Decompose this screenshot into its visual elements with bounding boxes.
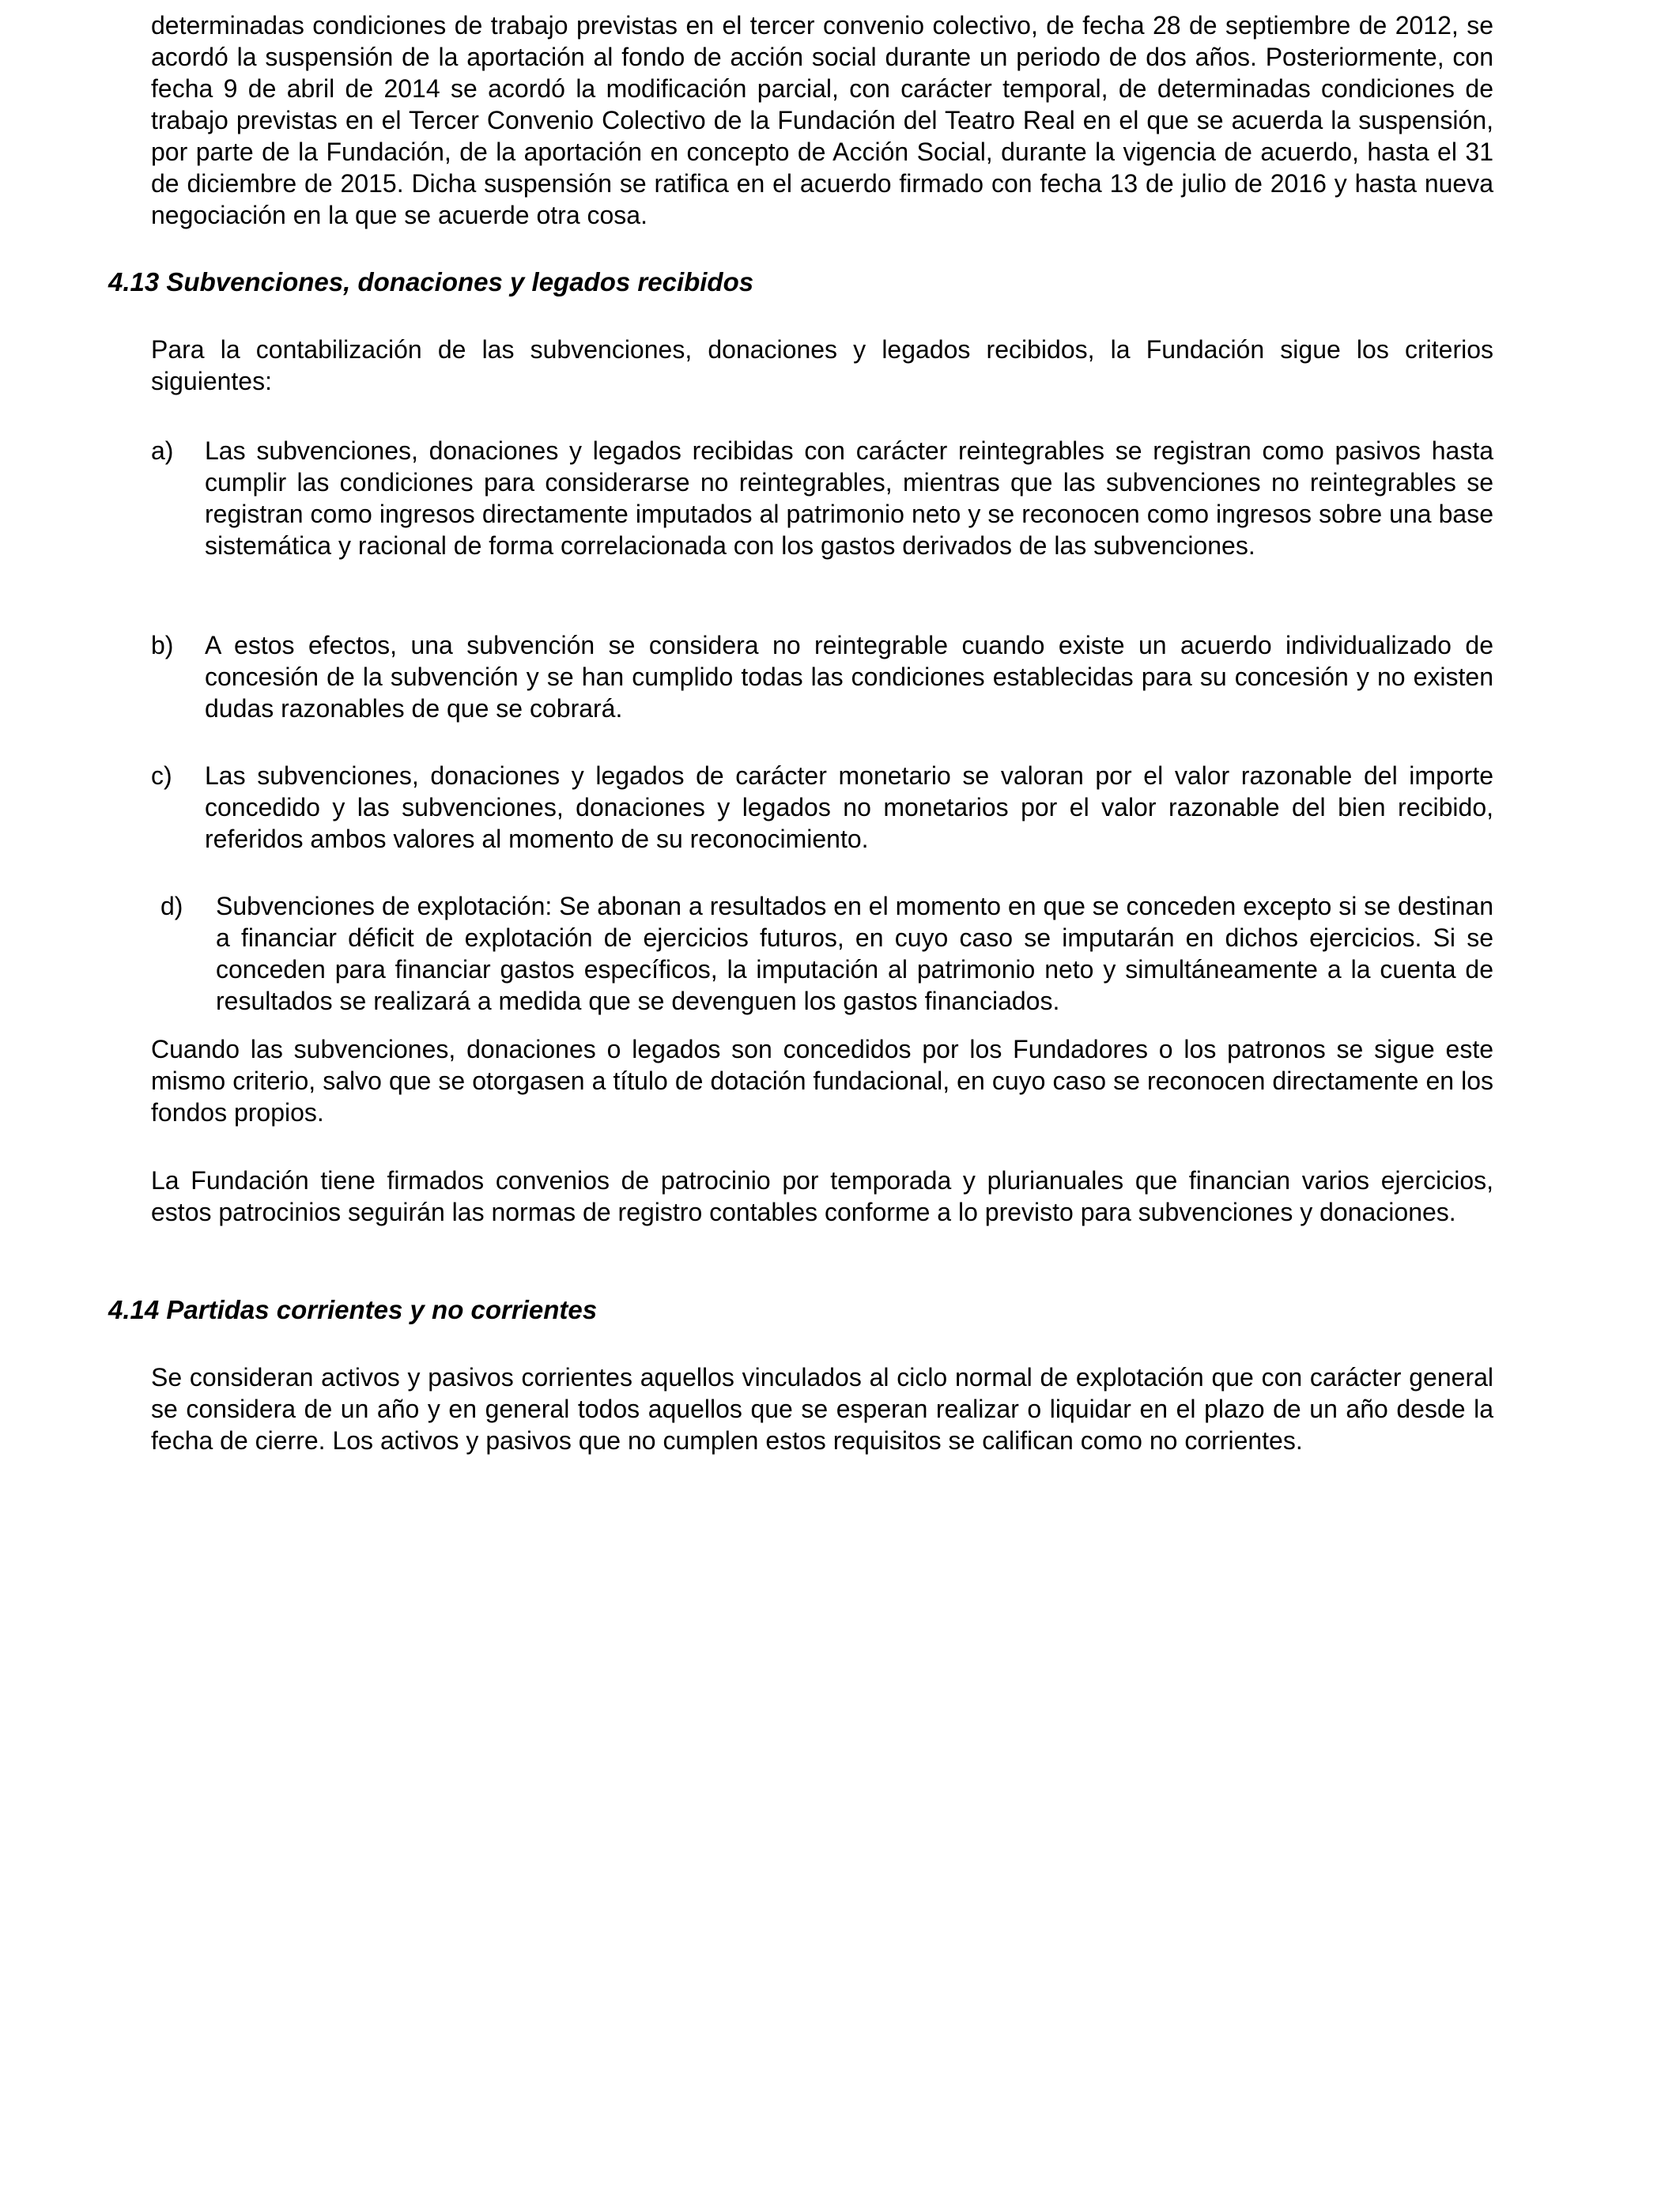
- list-text-d: Subvenciones de explotación: Se abonan a resultados en el momento en que se conceden excepto si se destinan a financiar déficit de explotación de ejercicios futuros, en cuyo caso se imputarán en dichos ejercicios. Si se conceden para financiar gastos específicos, la imputación al patrimonio neto y simultáneamente a la cuenta de resultados se realizará a medida que se devenguen los gastos financiados.: [216, 892, 1493, 1015]
- section-4-14-paragraph: Se consideran activos y pasivos corrientes aquellos vinculados al ciclo normal de explotación que con carácter general se considera de un año y en general todos aquellos que se esperan realizar o liquidar en el plazo de un año desde la fecha de cierre. Los activos y pasivos que no cumplen estos requisitos se califican como no corrientes.: [151, 1363, 1493, 1455]
- list-marker-d: d): [160, 892, 183, 920]
- paragraph-fundadores: Cuando las subvenciones, donaciones o legados son concedidos por los Fundadores o los patronos se sigue este mismo criterio, salvo que se otorgasen a título de dotación fundacional, en cuyo caso se reconocen directamente en los fondos propios.: [151, 1035, 1493, 1127]
- list-marker-a: a): [151, 436, 174, 465]
- list-item-c: [151, 760, 1493, 855]
- list-text-a: Las subvenciones, donaciones y legados recibidas con carácter reintegrables se registran como pasivos hasta cumplir las condiciones para considerarse no reintegrables, mientras que las subvenciones no reintegrables se registran como ingresos directamente imputados al patrimonio neto y se reconocen como ingresos sobre una base sistemática y racional de forma correlacionada con los gastos derivados de las subvenciones.: [205, 436, 1493, 560]
- list-text-c: Las subvenciones, donaciones y legados de carácter monetario se valoran por el valor razonable del importe concedido y las subvenciones, donaciones y legados no monetarios por el valor razonable del bien recibido, referidos ambos valores al momento de su reconocimiento.: [205, 761, 1493, 853]
- section-heading-4-13: 4.13 Subvenciones, donaciones y legados recibidos: [108, 267, 754, 296]
- intro-paragraph: determinadas condiciones de trabajo previstas en el tercer convenio colectivo, de fecha 28 de septiembre de 2012, se acordó la suspensión de la aportación al fondo de acción social durante un periodo de dos años. Posteriormente, con fecha 9 de abril de 2014 se acordó la modificación parcial, con carácter temporal, de determinadas condiciones de trabajo previstas en el Tercer Convenio Colectivo de la Fundación del Teatro Real en el que se acuerda la suspensión, por parte de la Fundación, de la aportación en concepto de Acción Social, durante la vigencia de acuerdo, hasta el 31 de diciembre de 2015. Dicha suspensión se ratifica en el acuerdo firmado con fecha 13 de julio de 2016 y hasta nueva negociación en la que se acuerde otra cosa.: [151, 11, 1493, 229]
- list-marker-b: b): [151, 631, 174, 659]
- list-text-b: A estos efectos, una subvención se considera no reintegrable cuando existe un acuerdo individualizado de concesión de la subvención y se han cumplido todas las condiciones establecidas para su concesión y no existen dudas razonables de que se cobrará.: [205, 631, 1493, 723]
- section-heading-4-14: 4.14 Partidas corrientes y no corrientes: [108, 1295, 598, 1324]
- list-item-d: [151, 890, 1493, 1017]
- list-item-b: [151, 629, 1493, 724]
- list-item-a: [151, 435, 1493, 593]
- paragraph-patrocinio: La Fundación tiene firmados convenios de patrocinio por temporada y plurianuales que financian varios ejercicios, estos patrocinios seguirán las normas de registro contables conforme a lo previsto para subvenciones y donaciones.: [151, 1166, 1493, 1226]
- list-marker-c: c): [151, 761, 172, 790]
- section-4-13-intro: Para la contabilización de las subvenciones, donaciones y legados recibidos, la Fundación sigue los criterios siguientes:: [151, 335, 1493, 395]
